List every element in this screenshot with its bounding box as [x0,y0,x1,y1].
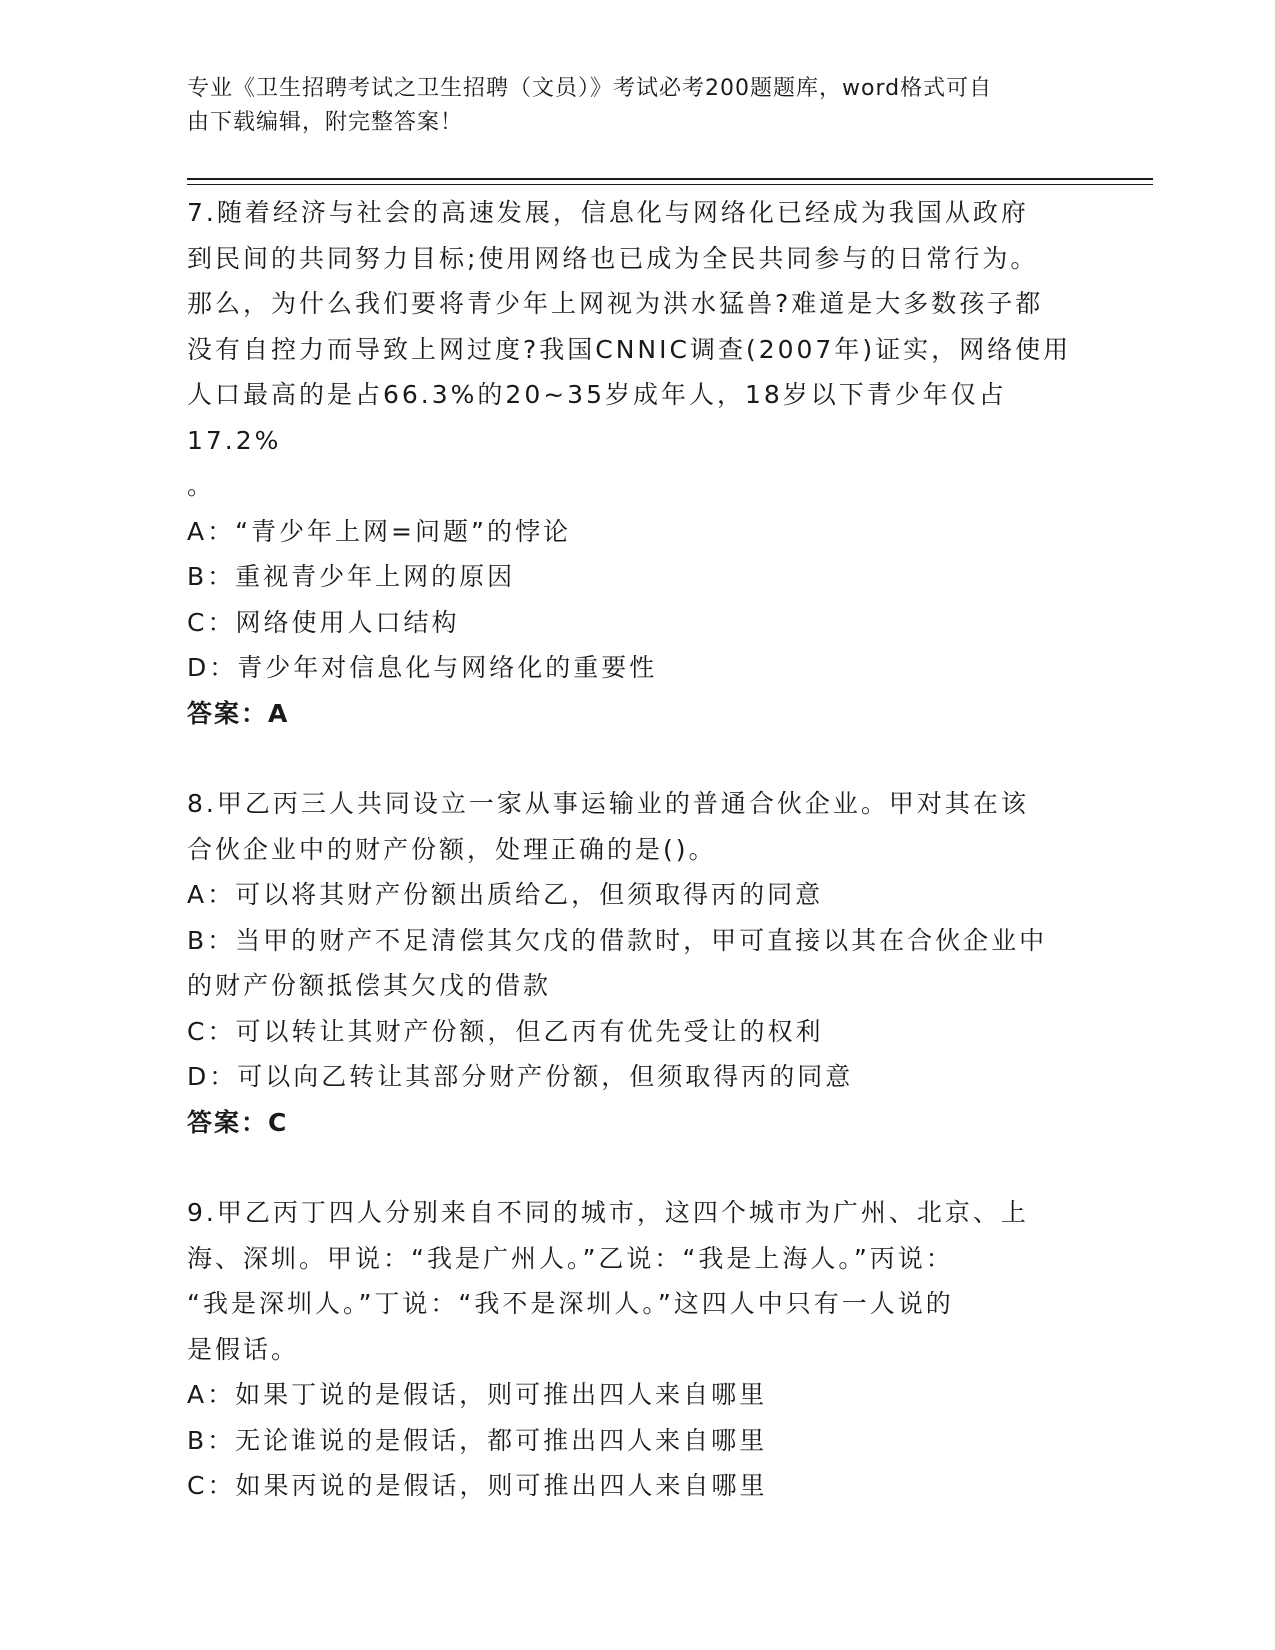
question-7 [187,190,1087,736]
stem-line: 那么，为什么我们要将青少年上网视为洪水猛兽?难道是大多数孩子都 [187,289,1044,318]
answer-label: 答案： [187,698,269,728]
question-list [187,190,1087,1509]
stem-line: 人口最高的是占66.3%的20~35岁成年人，18岁以下青少年仅占17.2% [187,380,1007,455]
option-c: C：可以转让其财产份额，但乙丙有优先受让的权利 [187,1016,824,1046]
stem-line: 是假话。 [187,1334,300,1364]
question-stem [187,781,1087,872]
option-a: A：如果丁说的是假话，则可推出四人来自哪里 [187,1380,768,1409]
header-line-1: 专业《卫生招聘考试之卫生招聘（文员）》考试必考200题题库，word格式可自 [187,76,993,101]
stem-line: 合伙企业中的财产份额，处理正确的是()。 [187,834,717,864]
document-header [187,72,1067,140]
stem-line: 海、深圳。甲说：“我是广州人。”乙说：“我是上海人。”丙说： [187,1243,954,1273]
stem-line: 。 [187,471,216,500]
option-c: C：网络使用人口结构 [187,607,460,637]
stem-line: “我是深圳人。”丁说：“我不是深圳人。”这四人中只有一人说的 [187,1289,954,1318]
stem-line: 没有自控力而导致上网过度?我国CNNIC调查(2007年)证实，网络使用 [187,334,1072,364]
stem-line: 9.甲乙丙丁四人分别来自不同的城市，这四个城市为广州、北京、上 [187,1198,1029,1227]
option-b-continued: 的财产份额抵偿其欠戊的借款 [187,971,552,1000]
question-9 [187,1190,1087,1509]
stem-line: 7.随着经济与社会的高速发展，信息化与网络化已经成为我国从政府 [187,198,1029,227]
answer-line [187,1100,1087,1146]
option-a: A：“青少年上网=问题”的悖论 [187,516,571,546]
option-b: B：无论谁说的是假话，都可推出四人来自哪里 [187,1425,768,1455]
option-b: B：重视青少年上网的原因 [187,562,516,591]
stem-line: 到民间的共同努力目标;使用网络也已成为全民共同参与的日常行为。 [187,243,1039,273]
option-a: A：可以将其财产份额出质给乙，但须取得丙的同意 [187,880,824,909]
header-divider-thin [187,184,1153,185]
question-8 [187,781,1087,1145]
option-b: B：当甲的财产不足清偿其欠戊的借款时，甲可直接以其在合伙企业中 [187,925,1048,955]
header-divider-thick [187,178,1153,180]
option-d: D：青少年对信息化与网络化的重要性 [187,653,658,682]
answer-label: 答案： [187,1107,269,1137]
answer-value: C [268,1107,289,1137]
answer-value: A [268,698,290,728]
option-c: C：如果丙说的是假话，则可推出四人来自哪里 [187,1471,768,1500]
question-stem [187,1190,1087,1372]
answer-line [187,691,1087,737]
stem-line: 8.甲乙丙三人共同设立一家从事运输业的普通合伙企业。甲对其在该 [187,789,1029,818]
option-d: D：可以向乙转让其部分财产份额，但须取得丙的同意 [187,1062,854,1091]
header-line-2: 由下载编辑，附完整答案！ [187,110,464,135]
question-stem [187,190,1087,509]
